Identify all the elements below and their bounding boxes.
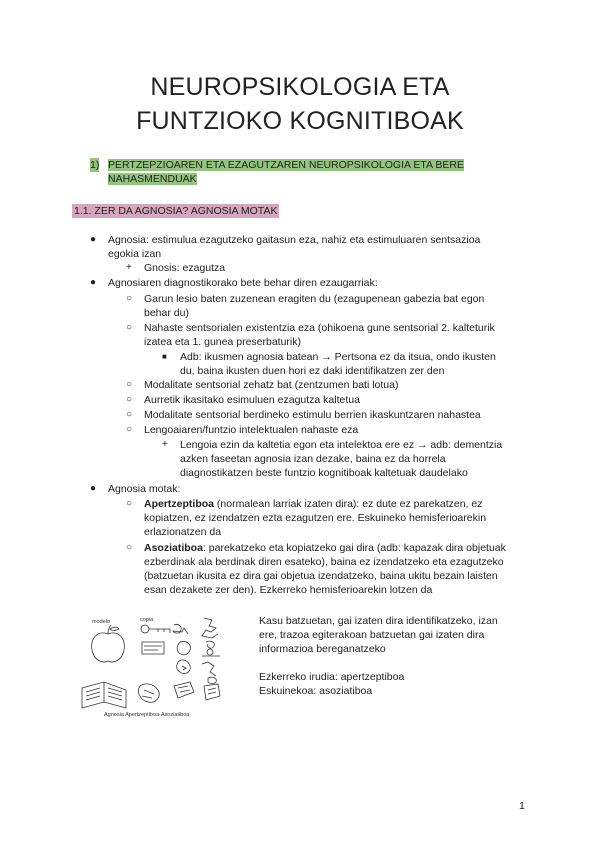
side-text-line: informazioa bereganatzeko bbox=[259, 643, 386, 655]
text-line: diagnostikatzen beste funtzio kognitiboak kaltetuak daudelako bbox=[180, 467, 468, 479]
text-line bbox=[144, 541, 527, 555]
page-title bbox=[0, 70, 600, 138]
section-heading-2: 1.1. ZER DA AGNOSIA? AGNOSIA MOTAK bbox=[74, 205, 278, 217]
sketch-drawing bbox=[142, 641, 216, 683]
text-line: Nahaste sentsorialen existentzia eza (ohikoena gune sentsorial 2. kalteturik bbox=[144, 322, 495, 334]
side-text-line: Ezkerreko irudia: apertzeptiboa bbox=[259, 671, 405, 683]
text-line: esan dezakete zer den). Ezkerreko hemisferioarekin lotzen da bbox=[144, 584, 433, 596]
text-line: (batzuetan ikusita ez dira gai objetua izendatzeko, baina ukitu bezain laisten bbox=[144, 570, 498, 582]
text-line: Aurretik ikasitako esimuluen ezagutza kaltetua bbox=[144, 394, 360, 406]
text-line: Agnosiaren diagnostikorako bete behar diren ezaugarriak: bbox=[108, 277, 378, 289]
text-line: Modalitate sentsorial berdineko estimulu berrien ikaskuntzaren nahastea bbox=[144, 409, 481, 421]
section-heading-line-2: NAHASMENDUAK bbox=[108, 173, 197, 185]
text-line: du, baina ikusten duen hori ez daki identifikatzen zer den bbox=[180, 365, 445, 377]
title-line-1: NEUROPSIKOLOGIA ETA bbox=[150, 73, 450, 101]
bullet-circle: ○ bbox=[126, 409, 133, 420]
text-line: Modalitate sentsorial zehatz bat (zentzumen bati lotua) bbox=[144, 379, 399, 391]
term-asoziatiboa: Asoziatiboa bbox=[144, 542, 203, 554]
text-line: izatea eta 1. gunea preserbaturik) bbox=[144, 336, 302, 348]
side-text-line: Kasu batzuetan, gai izaten dira identifikatzeko, izan bbox=[259, 615, 498, 627]
bullet-dot: ● bbox=[90, 483, 97, 494]
text-line: Lengoaiaren/funtzio intelektualen nahaste eza bbox=[144, 424, 359, 436]
text-line: Agnosia motak: bbox=[108, 483, 181, 495]
text-line: Garun lesio baten zuzenean eragiten du (ezagupenean gabezia bat egon bbox=[144, 293, 485, 305]
apple-drawing bbox=[92, 625, 125, 662]
page-number: 1 bbox=[519, 800, 525, 812]
sketch-drawing bbox=[138, 682, 220, 702]
bullet-plus: + bbox=[162, 439, 168, 450]
figure-label-modelo: modelo bbox=[92, 619, 111, 625]
key-drawing bbox=[141, 624, 188, 634]
text-line: Adb: ikusmen agnosia batean → Pertsona ez da itsua, ondo ikusten bbox=[180, 351, 496, 363]
text-line: behar du) bbox=[144, 307, 189, 319]
text-line: Agnosia: estimulua ezagutzeko gaitasun eza, nahiz eta estimuluaren sentsazioa bbox=[108, 234, 481, 246]
text-line bbox=[144, 497, 527, 511]
text-span: (normalean larriak izaten dira): ez dute ez parekatzen, ez bbox=[214, 498, 483, 510]
bullet-circle: ○ bbox=[126, 322, 133, 333]
agnosia-drawings bbox=[78, 612, 238, 720]
text-line: kopiatzen, ez izendatzen ezta ezagutzen ere. Eskuineko hemisferioarekin bbox=[144, 512, 487, 524]
section-heading-line-1: PERTZEPZIOAREN ETA EZAGUTZAREN NEUROPSIKOLOGIA ETA BERE bbox=[108, 159, 464, 171]
bullet-square: ■ bbox=[162, 352, 167, 361]
figure-caption: Agnosia Apertzeptiboa-Asoziatiboa bbox=[104, 712, 190, 718]
side-text-line: Eskuinekoa: asoziatiboa bbox=[259, 685, 373, 697]
bullet-circle: ○ bbox=[126, 542, 133, 553]
text-line: ezberdinak ala berdinak diren esateko), baina ez izendatzeko eta ezagutzeko bbox=[144, 556, 504, 568]
sketch-drawing bbox=[202, 618, 220, 656]
section-heading-1 bbox=[90, 158, 527, 186]
bullet-circle: ○ bbox=[126, 498, 133, 509]
bullet-plus: + bbox=[126, 262, 132, 273]
text-line: erlazionatzen da bbox=[144, 526, 222, 538]
book-drawing bbox=[82, 682, 126, 708]
term-apertzeptiboa: Apertzeptiboa bbox=[144, 498, 215, 510]
text-line: Gnosis: ezagutza bbox=[144, 262, 226, 274]
title-line-2: FUNTZIOKO KOGNITIBOAK bbox=[136, 107, 464, 135]
bullet-circle: ○ bbox=[126, 379, 133, 390]
text-line: azken faseetan agnosia izan dezake, baina ez da horrela bbox=[180, 453, 446, 465]
bullet-circle: ○ bbox=[126, 394, 133, 405]
bullet-circle: ○ bbox=[126, 293, 133, 304]
bullet-circle: ○ bbox=[126, 424, 133, 435]
text-line: egokia izan bbox=[108, 248, 162, 260]
bullet-dot: ● bbox=[90, 234, 97, 245]
text-line: Lengoia ezin da kaltetia egon eta intelektoa ere ez → adb: dementzia bbox=[180, 439, 503, 451]
agnosia-figure bbox=[78, 612, 238, 720]
bullet-dot: ● bbox=[90, 277, 97, 288]
side-text-line: ere, trazoa egiterakoan batzuetan gai izaten dira bbox=[259, 629, 485, 641]
text-span: : parekatzeko eta kopiatzeko gai dira (adb: kapazak dira objetuak bbox=[202, 542, 506, 554]
section-number: 1) bbox=[90, 159, 100, 171]
figure-label-copia: copia bbox=[140, 617, 154, 623]
